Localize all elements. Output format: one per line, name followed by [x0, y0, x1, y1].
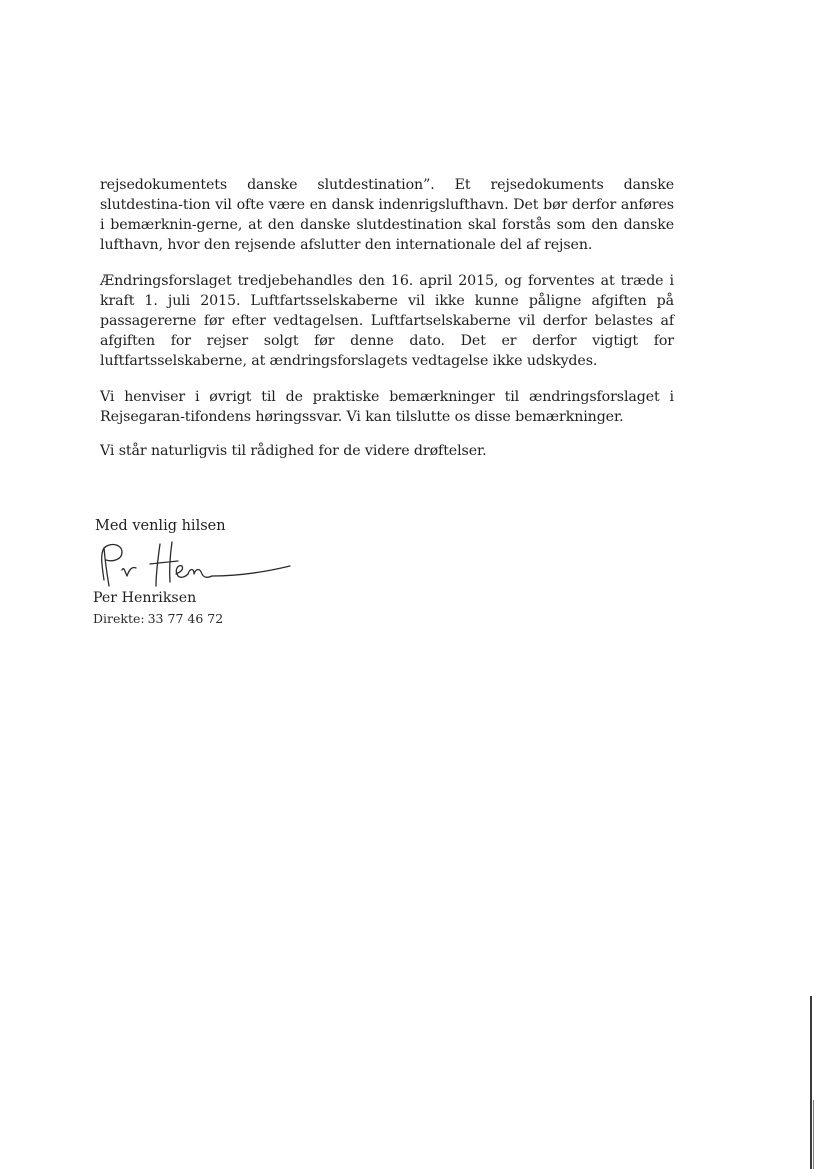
scan-edge-line-secondary	[813, 1100, 814, 1169]
paragraph-timeline: Ændringsforslaget tredjebehandles den 16. april 2015, og forventes at træde i kraft 1. juli 2015. Luftfartsselskaberne vil ikke kunne påligne afgiften på passagererne før efter vedtagelsen. Luftfartselskaberne vil derfor belastes af afgiften for rejser solgt før denne dato. Det er derfor vigtigt for luftfartsselskaberne, at ændringsforslagets vedtagelse ikke udskydes.	[100, 273, 674, 369]
phone-label: Direkte:	[93, 611, 145, 626]
phone-number: 33 77 46 72	[147, 611, 224, 626]
closing-salutation: Med venlig hilsen	[95, 518, 226, 534]
paragraph-destination: rejsedokumentets danske slutdestination”. Et rejsedokuments danske slutdestina-tion vil ofte være en dansk indenrigslufthavn. Det bør derfor anføres i bemærknin-gerne, at den danske slutdestination skal forstås som den danske lufthavn, hvor den rejsende afslutter den internationale del af rejsen.	[100, 177, 674, 253]
letter-body	[100, 175, 674, 477]
signer-name: Per Henriksen	[93, 590, 197, 606]
scan-edge-line	[810, 996, 812, 1169]
paragraph-availability: Vi står naturligvis til rådighed for de videre drøftelser.	[100, 443, 487, 459]
signer-phone	[93, 610, 223, 628]
handwritten-signature	[92, 536, 298, 594]
paragraph-reference: Vi henviser i øvrigt til de praktiske bemærkninger til ændringsforslaget i Rejsegaran-tifondens høringssvar. Vi kan tilslutte os disse bemærkninger.	[100, 389, 674, 425]
